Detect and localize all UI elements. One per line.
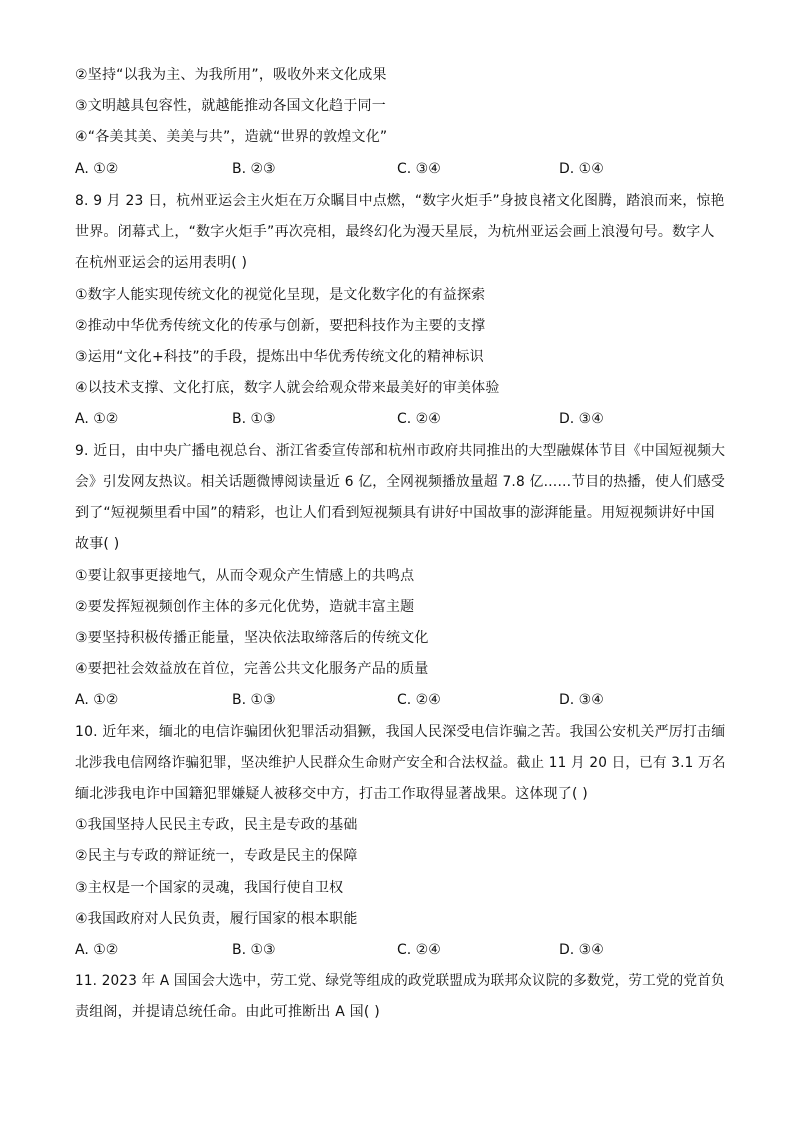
q7-statement-4: ④“各美其美、美美与共”，造就“世界的敦煌文化” [75,129,388,145]
q9-option-b[interactable]: B. ①③ [232,692,276,708]
q8-stem-line-3: 在杭州亚运会的运用表明( ) [75,255,248,271]
q7-option-d[interactable]: D. ①④ [559,161,604,177]
q11-stem-line-1: 11. 2023 年 A 国国会大选中，劳工党、绿党等组成的政党联盟成为联邦众议院的多数党，劳工党的党首负 [75,973,725,989]
q9-stem-line-2: 会》引发网友热议。相关话题微博阅读量近 6 亿，全网视频播放量超 7.8 亿……节目的热播，使人们感受 [75,474,725,490]
q9-statement-1: ①要让叙事更接地气，从而令观众产生情感上的共鸣点 [75,568,415,584]
q10-statement-4: ④我国政府对人民负责，履行国家的根本职能 [75,911,358,927]
q9-statement-2: ②要发挥短视频创作主体的多元化优势，造就丰富主题 [75,599,415,615]
q8-option-c[interactable]: C. ②④ [397,411,441,427]
q10-stem-line-3: 缅北涉我电诈中国籍犯罪嫌疑人被移交中方，打击工作取得显著战果。这体现了( ) [75,786,588,802]
q7-statement-3: ③文明越具包容性，就越能推动各国文化趋于同一 [75,98,386,114]
q9-statement-3: ③要坚持积极传播正能量，坚决依法取缔落后的传统文化 [75,630,429,646]
q9-stem-line-3: 到了“短视频里看中国”的精彩，也让人们看到短视频具有讲好中国故事的澎湃能量。用短视频讲好中国 [75,505,715,521]
q10-options [75,940,725,960]
q8-statement-3: ③运用“文化+科技”的手段，提炼出中华优秀传统文化的精神标识 [75,349,484,365]
q8-options [75,409,725,429]
q9-option-c[interactable]: C. ②④ [397,692,441,708]
q7-options [75,159,725,179]
q9-options [75,690,725,710]
q7-option-a[interactable]: A. ①② [75,161,119,177]
q9-option-d[interactable]: D. ③④ [559,692,604,708]
q8-statement-2: ②推动中华优秀传统文化的传承与创新，要把科技作为主要的支撑 [75,318,486,334]
q10-stem-line-1: 10. 近年来，缅北的电信诈骗团伙犯罪活动猖獗，我国人民深受电信诈骗之苦。我国公安机关严厉打击缅 [75,724,726,740]
q10-option-d[interactable]: D. ③④ [559,942,604,958]
q9-stem-line-1: 9. 近日，由中央广播电视总台、浙江省委宣传部和杭州市政府共同推出的大型融媒体节目《中国短视频大 [75,443,726,459]
q8-statement-4: ④以技术支撑、文化打底，数字人就会给观众带来最美好的审美体验 [75,380,500,396]
q10-option-c[interactable]: C. ②④ [397,942,441,958]
q7-statement-2: ②坚持“以我为主、为我所用”，吸收外来文化成果 [75,67,387,83]
q10-statement-3: ③主权是一个国家的灵魂，我国行使自卫权 [75,880,344,896]
q10-option-b[interactable]: B. ①③ [232,942,276,958]
q11-stem-line-2: 责组阁，并提请总统任命。由此可推断出 A 国( ) [75,1004,380,1020]
q10-statement-2: ②民主与专政的辩证统一，专政是民主的保障 [75,848,358,864]
q7-option-c[interactable]: C. ③④ [397,161,441,177]
q8-stem-line-2: 世界。闭幕式上，“数字火炬手”再次亮相，最终幻化为漫天星辰，为杭州亚运会画上浪漫句号。数字人 [75,224,715,240]
q9-option-a[interactable]: A. ①② [75,692,119,708]
q10-statement-1: ①我国坚持人民民主专政，民主是专政的基础 [75,817,358,833]
q10-option-a[interactable]: A. ①② [75,942,119,958]
q8-stem-line-1: 8. 9 月 23 日，杭州亚运会主火炬在万众瞩目中点燃，“数字火炬手”身披良褚文化图腾，踏浪而来，惊艳 [75,193,725,209]
q9-stem-line-4: 故事( ) [75,536,120,552]
q9-statement-4: ④要把社会效益放在首位，完善公共文化服务产品的质量 [75,661,429,677]
q8-option-b[interactable]: B. ①③ [232,411,276,427]
q8-option-d[interactable]: D. ③④ [559,411,604,427]
q10-stem-line-2: 北涉我电信网络诈骗犯罪，坚决维护人民群众生命财产安全和合法权益。截止 11 月 20 日，已有 3.1 万名 [75,755,726,771]
q8-statement-1: ①数字人能实现传统文化的视觉化呈现，是文化数字化的有益探索 [75,287,486,303]
q8-option-a[interactable]: A. ①② [75,411,119,427]
q7-option-b[interactable]: B. ②③ [232,161,276,177]
